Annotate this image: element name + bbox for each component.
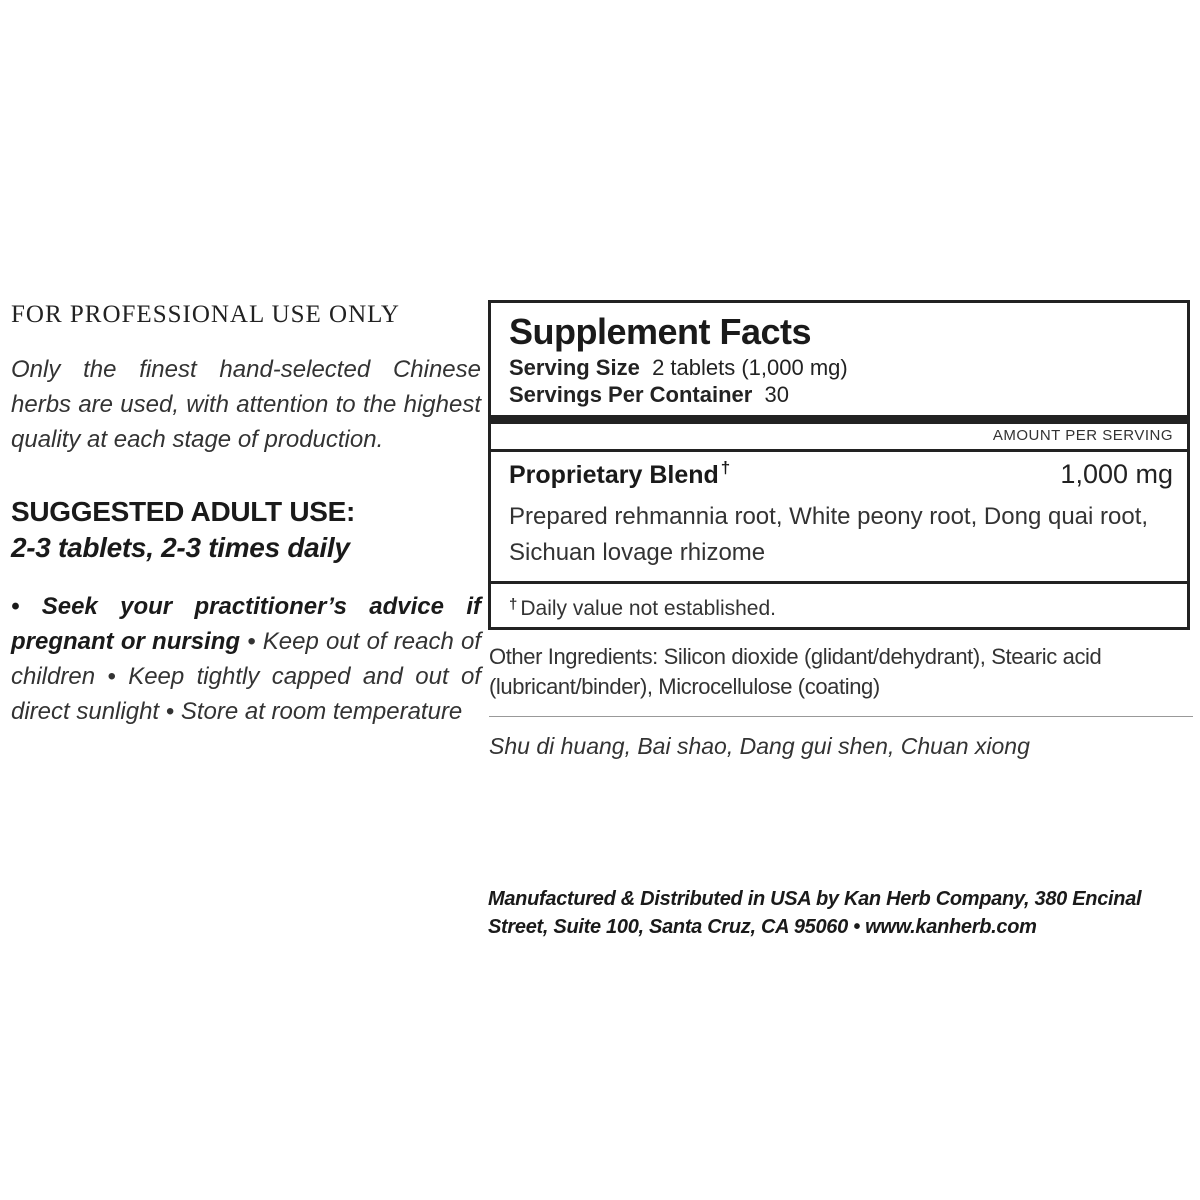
manufacturer-info: Manufactured & Distributed in USA by Kan Herb Company, 380 Encinal Street, Suite 100, Santa Cruz, CA 95060 • www.kanherb.com bbox=[488, 888, 1142, 938]
proprietary-blend-amount: 1,000 mg bbox=[1060, 459, 1173, 489]
storage-warnings: • Keep out of reach of children • Keep tightly capped and out of direct sunlight • Store at room temperature bbox=[11, 628, 482, 725]
divider bbox=[491, 449, 1187, 452]
thick-divider bbox=[491, 415, 1187, 424]
supplement-facts-panel bbox=[488, 300, 1190, 630]
pregnancy-warning: • Seek your practitioner’s advice if pregnant or nursing bbox=[11, 593, 481, 655]
thin-divider bbox=[489, 716, 1193, 717]
servings-per-container-value: 30 bbox=[764, 382, 790, 407]
facts-title: Supplement Facts bbox=[509, 311, 812, 352]
proprietary-blend-name bbox=[509, 458, 731, 490]
left-column bbox=[11, 300, 481, 729]
warnings-paragraph bbox=[11, 589, 481, 729]
serving-size-label: Serving Size bbox=[509, 355, 640, 380]
other-ingredients: Other Ingredients: Silicon dioxide (glidant/dehydrant), Stearic acid (lubricant/binder), Microcellulose (coating) bbox=[489, 644, 1102, 699]
servings-per-container-row bbox=[509, 382, 789, 408]
blend-ingredients: Prepared rehmannia root, White peony root, Dong quai root, Sichuan lovage rhizome bbox=[509, 503, 1149, 566]
professional-use-notice: FOR PROFESSIONAL USE ONLY bbox=[11, 301, 400, 328]
daily-value-note bbox=[509, 597, 776, 621]
suggested-use-dose: 2-3 tablets, 2-3 times daily bbox=[11, 532, 350, 563]
daily-value-text: Daily value not established. bbox=[520, 597, 776, 620]
divider bbox=[491, 581, 1187, 584]
serving-size-row bbox=[509, 355, 848, 381]
dagger-symbol: † bbox=[720, 458, 731, 477]
blend-label: Proprietary Blend bbox=[509, 461, 719, 489]
dagger-symbol: † bbox=[509, 596, 518, 613]
pinyin-herb-names: Shu di huang, Bai shao, Dang gui shen, Chuan xiong bbox=[489, 733, 1030, 759]
servings-per-container-label: Servings Per Container bbox=[509, 382, 753, 407]
serving-size-value: 2 tablets (1,000 mg) bbox=[652, 355, 848, 380]
suggested-use-heading: SUGGESTED ADULT USE: bbox=[11, 496, 356, 527]
intro-paragraph: Only the finest hand-selected Chinese herbs are used, with attention to the highest quality at each stage of production. bbox=[11, 356, 481, 453]
amount-per-serving-header: AMOUNT PER SERVING bbox=[992, 427, 1173, 444]
